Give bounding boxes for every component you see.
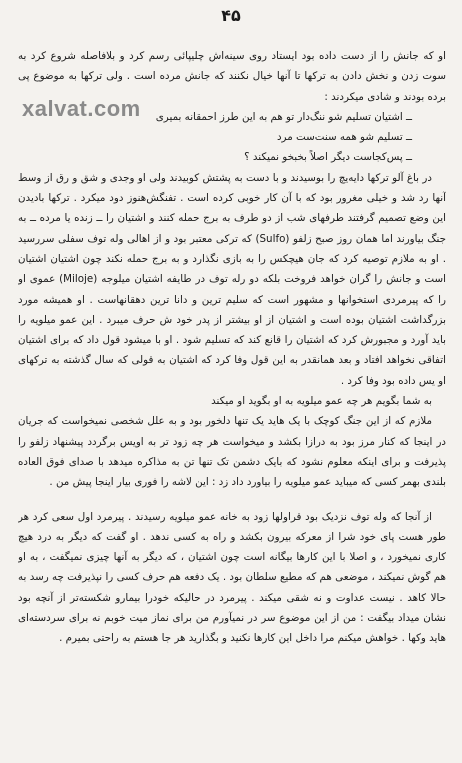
paragraph: از آنجا که وله توف نزدیک بود قراولها زود به خانه عمو میلویه رسیدند . پیرمرد اول سعی کرد هر طور هست پای خود شرا از معرکه بیرون بکشد و راه به کسی ندهد . او گفت که دیگر به درد هیچ کاری نمیخورد ، و اصلا با این کارها بیگانه است چون اشتیان ، که دیگر به آنها چیزی نمیگفت ، به او هم گوش نمیکند ، موضعی هم که مطیع سلطان بود . یک دفعه هم حرف کسی را نپذیرفت چه رسد به حالا کاهد . نیست عداوت و نه شقی میکند . پیرمرد در حالیکه خودرا بیمارو شکسته‌تر از آنچه بود نشان میداد بیگفت : من از این موضوع سر در نمیآورم من برای نماز میت خوبم نه برای سردسته‌ای هاید وکها . خواهش میکنم مرا داخل این کارها نکنید و بگذارید هر جا هستم به راحتی بمیرم .: [18, 510, 446, 645]
paragraph: او که جانش را از دست داده بود ایستاد روی سینه‌اش چلیپائی رسم کرد و بلافاصله شروع کرد به سوت زدن و نخش دادن به ترکها تا آنها خیال نکنند که جانش مرده است . ولی ترکها به موضوع پی برده بودند و شادی میکردند :: [18, 50, 446, 103]
page-number: ۴۵: [221, 6, 241, 25]
paragraph: ملازم که از این جنگ کوچک با یک هاید یک تنها دلخور بود و به علل شخصی نمیخواست که جریان در اینجا که کنار مرز بود به درازا بکشد و میخواست هر چه زود تر به اویس برگردد پیشنهاد زلفو را پذیرفت و برای اینکه معلوم نشود که بایک دشمن تک تنها تن به مذاکره میدهد با صدای فوق العاده بلندی بهمر کسی که میباید عمو میلویه را بیاورد داد زد : این لاشه را فوری بیار اینجا پیش من .: [18, 415, 446, 489]
dialogue-line: ــ پس‌کجاست دیگر اصلاً بخبخو نمیکند ؟: [244, 151, 412, 164]
paragraph: در باغ آلو ترکها دایه‌یچ را بوسیدند و با دست به پشتش کوبیدند ولی او وجدی و شق و رق از وسط آنها رد شد و خیلی مغرور بود که با آن کار خوبی کرده است . تفنگش‌هنوز دود میکرد . ترکها بادیدن این وضع تصمیم گرفتند طرفهای شب از دو طرف به برج حمله کنند و اشتیان را ــ زنده یا مرده ــ به جنگ بیاورند اما همان روز صبح زلفو (Sulfo) که ترکی معتبر بود و از اهالی وله توف سفلی سررسید . او به ملازم توصیه کرد که جان هیچکس را به بازی نگذارد و به برج حمله نکند چون اشتیان اشتیان است و جانش را گران خواهد فروخت بلکه دو رله توف در طایفه اشتیان میلوجه (Miloje) عموی او را که پیرمردی استخوانها و مشهور است که سلیم ترین و دانا ترین دهقانهاست . او همیشه مورد بزرگداشت اشتیان بوده است و اشتیان از او بیشتر از پدر خود ش حرف میبرد . این عمو میلویه را باید آورد و مجبورش کرد که اشتیان را قانع کند که تسلیم شود . او با میشود قول داد که برای اشتیان اتفاقی نخواهد افتاد و بعد همانقدر به این قول وفا کرد که اشتیان به قولی که سال گذشته به ترکهای او یس داده بود وفا کرد .: [18, 171, 446, 387]
watermark: xalvat.com: [22, 96, 141, 121]
dialogue-line: ــ تسلیم شو همه سنت‌ست مرد: [276, 131, 412, 144]
dialogue-line: ــ اشتیان تسلیم شو ننگ‌دار تو هم به این طرز احمقانه بمیری: [155, 110, 412, 123]
document-body: [18, 46, 446, 758]
paragraph: به شما بگویم هر چه عمو میلویه به او بگوید او میکند: [211, 395, 432, 408]
